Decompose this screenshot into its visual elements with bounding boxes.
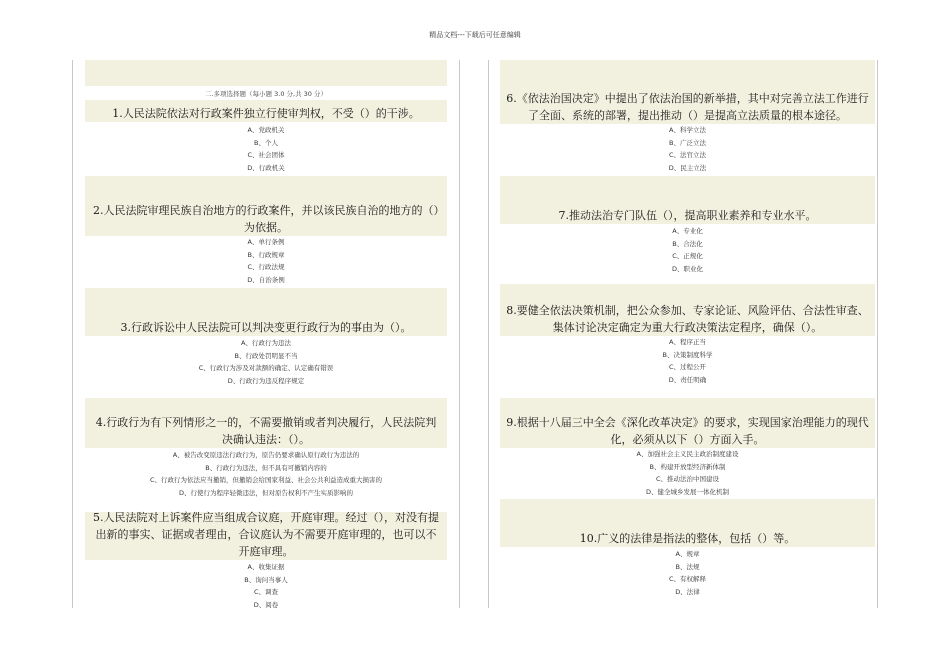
right-column-border-left <box>488 60 489 608</box>
question-9-text: 9.根据十八届三中全会《深化改革决定》的要求，实现国家治理能力的现代化，必须从以下（）方面入手。 <box>506 416 869 446</box>
question-10-options <box>500 548 875 598</box>
option-b[interactable]: B、广泛立法 <box>669 138 706 147</box>
option-a[interactable]: A、专业化 <box>672 227 703 235</box>
option-d[interactable]: D、责任明确 <box>668 375 707 384</box>
option-d[interactable]: D、职业化 <box>671 264 703 273</box>
option-a[interactable]: A、规章 <box>675 550 700 558</box>
option-b[interactable]: B、行政行为违法，但不具有可撤销内容的 <box>205 463 327 472</box>
option-a[interactable]: A、科学立法 <box>669 126 706 134</box>
option-b[interactable]: B、行政处罚明显不当 <box>234 351 298 360</box>
option-c[interactable]: C、正规化 <box>672 252 703 261</box>
question-10-text: 10.广义的法律是指法的整体，包括（）等。 <box>579 532 796 545</box>
left-column-border-left <box>72 60 73 608</box>
question-6-text: 6.《依法治国决定》中提出了依法治国的新举措，其中对完善立法工作进行了全面、系统的部署，提出推动（）是提高立法质量的根本途径。 <box>506 92 869 122</box>
option-d[interactable]: D、健全城乡发展一体化机制 <box>645 487 729 496</box>
option-a[interactable]: A、党政机关 <box>247 126 285 134</box>
option-d[interactable]: D、自治条例 <box>247 275 285 284</box>
option-c[interactable]: C、有权解释 <box>668 575 707 584</box>
question-6-options <box>500 124 875 174</box>
question-5-options <box>85 561 447 611</box>
option-c[interactable]: C、推动法治中国建设 <box>655 475 720 484</box>
question-1 <box>85 100 447 122</box>
question-8-options <box>500 336 875 386</box>
question-1-options <box>85 124 447 174</box>
question-5 <box>85 512 447 560</box>
question-3 <box>85 288 447 336</box>
option-d[interactable]: D、行政行为违反程序规定 <box>227 376 305 385</box>
option-b[interactable]: B、法规 <box>675 562 700 571</box>
option-b[interactable]: B、询问当事人 <box>244 575 288 584</box>
option-c[interactable]: C、行政法规 <box>247 263 285 272</box>
option-d[interactable]: D、行政机关 <box>247 163 285 172</box>
option-c[interactable]: C、行政行为依法应当撤销，但撤销会给国家利益、社会公共利益造成重大损害的 <box>149 476 383 485</box>
option-b[interactable]: B、个人 <box>254 138 278 147</box>
option-d[interactable]: D、阅卷 <box>253 600 279 609</box>
option-a[interactable]: A、单行条例 <box>247 238 285 246</box>
question-3-text: 3.行政诉讼中人民法院可以判决变更行政行为的事由为（）。 <box>120 321 412 334</box>
question-9 <box>500 398 875 448</box>
option-d[interactable]: D、法律 <box>675 587 700 596</box>
right-column-border-right <box>877 60 878 608</box>
question-3-options <box>85 337 447 387</box>
question-9-options <box>500 448 875 498</box>
option-c[interactable]: C、社会团体 <box>247 151 285 160</box>
question-2-text: 2.人民法院审理民族自治地方的行政案件，并以该民族自治的地方的（）为依据。 <box>93 204 439 234</box>
option-a[interactable]: A、行政行为违法 <box>241 339 291 347</box>
option-a[interactable]: A、被告改变原违法行政行为，原告仍要求确认原行政行为违法的 <box>172 451 360 459</box>
question-2 <box>85 176 447 236</box>
option-a[interactable]: A、加强社会主义民主政治制度建设 <box>636 450 739 458</box>
question-8-text: 8.要健全依法决策机制，把公众参加、专家论证、风险评估、合法性审查、集体讨论决定确定为重大行政决策法定程序，确保（）。 <box>506 304 869 334</box>
option-c[interactable]: C、调查 <box>253 588 279 597</box>
page-header: 精品文档---下载后可任意编辑 <box>429 31 521 39</box>
question-5-text: 5.人民法院对上诉案件应当组成合议庭，开庭审理。经过（），对没有提出新的事实、证据或者理由，合议庭认为不需要开庭审理的，也可以不开庭审理。 <box>93 511 439 558</box>
question-8 <box>500 284 875 336</box>
option-b[interactable]: B、行政规章 <box>247 250 285 259</box>
option-c[interactable]: C、过程公开 <box>668 363 707 372</box>
question-6 <box>500 60 875 124</box>
question-1-text: 1.人民法院依法对行政案件独立行使审判权，不受（）的干涉。 <box>112 107 420 120</box>
option-d[interactable]: D、行使行为程序轻微违法，但对原告权利不产生实质影响的 <box>178 488 353 497</box>
option-c[interactable]: C、行政行为涉及对款额的确定、认定确有错误 <box>198 364 334 373</box>
option-c[interactable]: C、法官立法 <box>668 151 707 160</box>
option-b[interactable]: B、决策制度科学 <box>662 350 713 359</box>
left-column-border-right <box>459 60 460 608</box>
question-7-text: 7.推动法治专门队伍（），提高职业素养和专业水平。 <box>558 209 817 222</box>
option-a[interactable]: A、收集证据 <box>247 563 285 571</box>
question-4-options <box>85 449 447 499</box>
question-7-options <box>500 225 875 275</box>
question-4-text: 4.行政行为有下列情形之一的，不需要撤销或者判决履行，人民法院判决确认违法：（）。 <box>95 416 437 446</box>
question-2-options <box>85 236 447 286</box>
question-4 <box>85 398 447 448</box>
option-b[interactable]: B、构建开放型经济新体制 <box>649 462 726 471</box>
top-shaded-band <box>85 60 447 86</box>
question-7 <box>500 176 875 224</box>
option-d[interactable]: D、民主立法 <box>668 163 707 172</box>
section-title: 二.多项选择题（每小题 3.0 分,共 30 分） <box>204 90 327 98</box>
option-a[interactable]: A、程序正当 <box>669 338 706 346</box>
question-10 <box>500 499 875 547</box>
option-b[interactable]: B、合法化 <box>672 239 703 248</box>
